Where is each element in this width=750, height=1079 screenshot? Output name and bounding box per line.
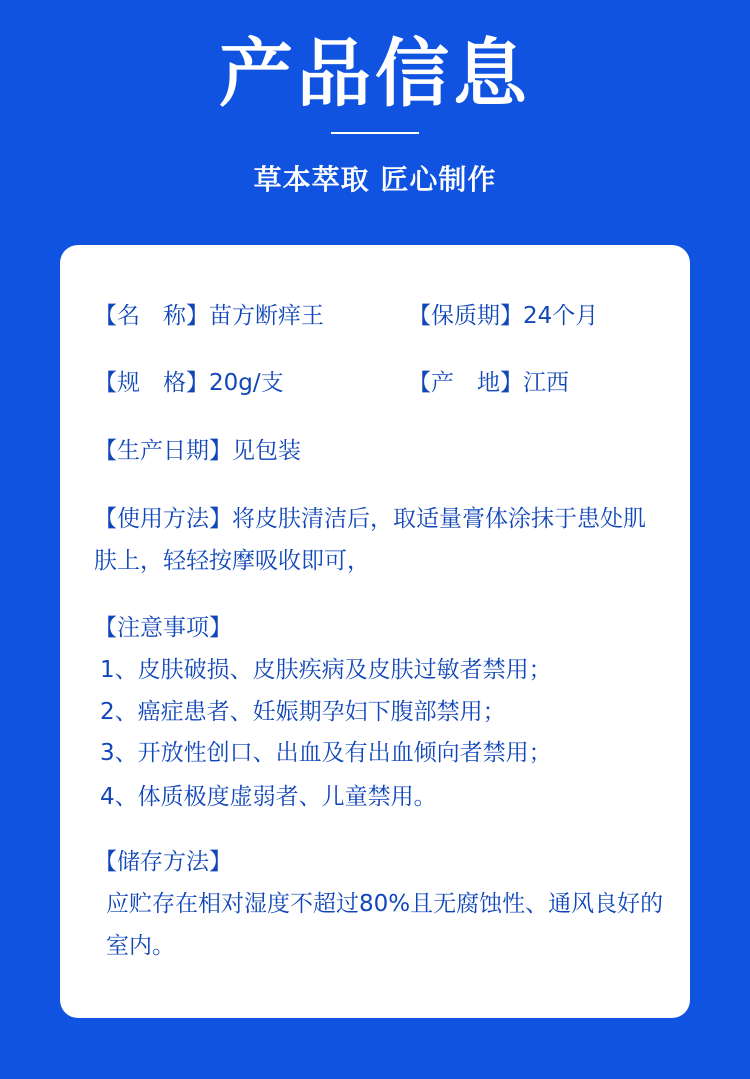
note-item-3: 3、开放性创口、出血及有出血倾向者禁用； bbox=[100, 740, 552, 766]
note-item-1: 1、皮肤破损、皮肤疾病及皮肤过敏者禁用； bbox=[100, 657, 552, 683]
title-divider bbox=[331, 132, 419, 134]
product-info-card bbox=[60, 245, 690, 1018]
usage-text: 【使用方法】将皮肤清洁后，取适量膏体涂抹于患处肌肤上，轻轻按摩吸收即可， bbox=[94, 506, 646, 574]
product-origin: 【产 地】江西 bbox=[408, 370, 569, 396]
product-name: 【名 称】苗方断痒王 bbox=[94, 303, 324, 329]
product-spec: 【规 格】20g/支 bbox=[94, 370, 284, 396]
page-title: 产品信息 bbox=[219, 31, 531, 117]
shelf-life: 【保质期】24个月 bbox=[408, 303, 599, 329]
notes-heading: 【注意事项】 bbox=[94, 615, 232, 641]
production-date: 【生产日期】见包装 bbox=[94, 438, 301, 464]
storage-heading: 【储存方法】 bbox=[94, 849, 232, 875]
page-subtitle: 草本萃取 匠心制作 bbox=[253, 163, 497, 196]
storage-text: 应贮存在相对湿度不超过80%且无腐蚀性、通风良好的室内。 bbox=[106, 891, 664, 959]
note-item-4: 4、体质极度虚弱者、儿童禁用。 bbox=[100, 784, 437, 810]
note-item-2: 2、癌症患者、妊娠期孕妇下腹部禁用； bbox=[100, 699, 506, 725]
